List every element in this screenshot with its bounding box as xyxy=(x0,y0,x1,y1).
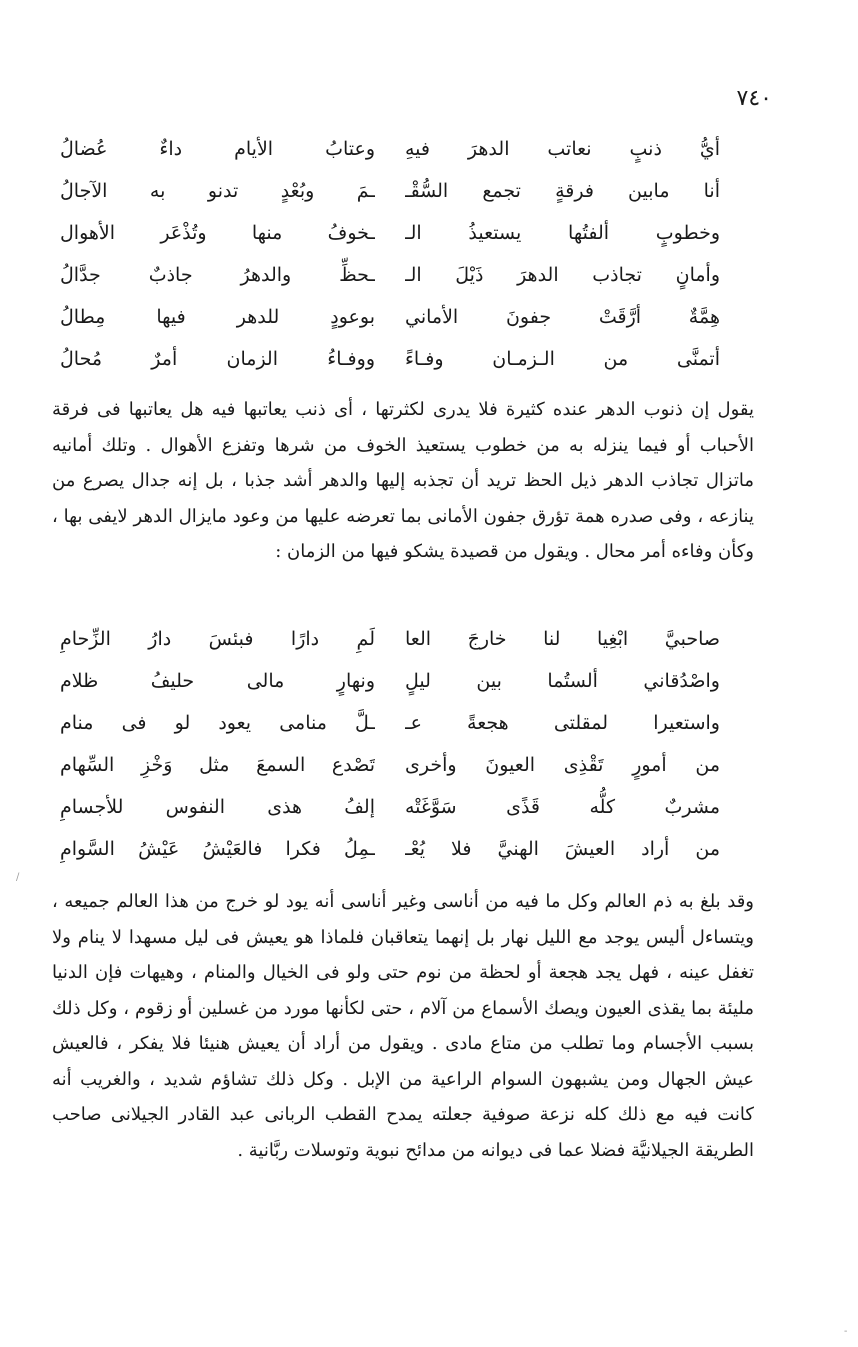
hemistich-left: ونهارٍ مالى حليفُ ظلام xyxy=(60,670,375,692)
verse-line xyxy=(60,702,720,744)
hemistich-right: صاحبيَّ ابْغِيا لنا خارجَ العا xyxy=(405,628,720,650)
hemistich-left: تَصْدع السمعَ مثل وَخْزِ السِّهام xyxy=(60,754,375,776)
verse-line xyxy=(60,744,720,786)
hemistich-right: هِمَّةٌ أرَّقَتْ جفونَ الأماني xyxy=(405,306,720,328)
paragraph-text: وقد بلغ به ذم العالم وكل ما فيه من أناسى وغير أناسى أنه يود لو خرج من هذا العالم جميعه ، ويتساءل أليس يوجد مع الليل نهار بل إنهما يتعاقبان فلماذا هو يعيش فى ليل مسهدا لا ينام ولا تغفل عينه ، فهل يجد هجعة أو لحظة من نوم حتى ولو فى الخيال والمنام ، وهيهات فإن الدنيا مليئة بما يقذى العيون ويصك الأسماع من آلام ، حتى لكأنها مورد من غسلين أو زقوم ، وكل ذلك بسبب الأجسام وما تطلب من متاع مادى . ويقول من أراد أن يعيش هنيئا فلا يفكر ، فالعيش عيش الجهال ومن يشبهون السوام الراعية من الإبل . وكل ذلك تشاؤم شديد ، والغريب أنه كانت فيه مع ذلك كله نزعة صوفية جعلته يمدح القطب الربانى عبد القادر الجيلانى صاحب الطريقة الجيلانيَّة فضلا عما فى ديوانه من مدائح نبوية وتوسلات ربَّانية . xyxy=(52,891,754,1161)
scan-mark: / xyxy=(16,872,20,883)
hemistich-right: من أمورٍ تَقْذِى العيونَ وأخرى xyxy=(405,754,720,776)
verse-line xyxy=(60,828,720,870)
hemistich-left: لَمِ دارًا فبئسَ دارُ الزِّحامِ xyxy=(60,628,375,650)
hemistich-left: ووفـاءُ الزمان أمرٌ مُحالُ xyxy=(60,348,375,370)
hemistich-left: وعتابُ الأيام داءٌ عُضالُ xyxy=(60,138,375,160)
verse-line xyxy=(60,786,720,828)
verse-line xyxy=(60,212,720,254)
verse-line xyxy=(60,618,720,660)
hemistich-right: وأمانٍ تجاذب الدهرَ ذَيْلَ الـ xyxy=(405,264,720,286)
commentary-paragraph-second xyxy=(52,884,754,1168)
hemistich-left: ـخوفُ منها وتُذْعَر الأهوال xyxy=(60,222,375,244)
verse-line xyxy=(60,128,720,170)
hemistich-left: ـمِلُ فكرا فالعَيْشُ عَيْشُ السَّوامِ xyxy=(60,838,375,860)
hemistich-left: إلفُ هذى النفوس للأجسامِ xyxy=(60,796,375,818)
hemistich-right: واصْدُقاني ألستُما بين ليلٍ xyxy=(405,670,720,692)
hemistich-left: ـلَّ منامى يعود لو فى منام xyxy=(60,712,375,734)
hemistich-right: أنا مابين فرقةٍ تجمع السُّقْـ xyxy=(405,180,720,202)
hemistich-left: ـمَ وبُعْدٍ تدنو به الآجالُ xyxy=(60,180,375,202)
verse-line xyxy=(60,338,720,380)
hemistich-left: بوعودٍ للدهر فيها مِطالُ xyxy=(60,306,375,328)
verse-line xyxy=(60,170,720,212)
verse-line xyxy=(60,296,720,338)
hemistich-right: أيُّ ذنبٍ نعاتب الدهرَ فيهِ xyxy=(405,138,720,160)
commentary-paragraph-first xyxy=(52,392,754,570)
poem-second xyxy=(60,618,720,870)
hemistich-right: وخطوبٍ ألفتُها يستعيذُ الـ xyxy=(405,222,720,244)
verse-line xyxy=(60,254,720,296)
hemistich-right: واستعيرا لمقلتى هجعةً عـ xyxy=(405,712,720,734)
poem-first xyxy=(60,128,720,380)
hemistich-right: أتمنَّى من الـزمـان وفـاءً xyxy=(405,348,720,370)
hemistich-right: مشربٌ كلُّه قَذًى سَوَّغَتْه xyxy=(405,796,720,818)
hemistich-right: من أراد العيشَ الهنيَّ فلا يُعْـ xyxy=(405,838,720,860)
verse-line xyxy=(60,660,720,702)
page-number: ٧٤٠ xyxy=(736,86,772,111)
scan-mark: - xyxy=(844,1326,848,1337)
paragraph-text: يقول إن ذنوب الدهر عنده كثيرة فلا يدرى لكثرتها ، أى ذنب يعاتبها فيه هل يعاتبها فى فرقة الأحباب أو فيما ينزله به من خطوب يستعيذ الخوف من شرها وتفزع الأهوال . وتلك أمانيه ماتزال تجاذب الدهر ذيل الحظ تريد أن تجذبه إليها والدهر أشد جذبا ، بل إنه جدال يصرع من ينازعه ، وفى صدره همة تؤرق جفون الأمانى بما تعرضه عليها من وعود مايزال الدهر لايفى بها ، وكأن وفاءه أمر محال . ويقول من قصيدة يشكو فيها من الزمان : xyxy=(52,399,754,562)
hemistich-left: ـحظِّ والدهرُ جاذبٌ جدَّالُ xyxy=(60,264,375,286)
